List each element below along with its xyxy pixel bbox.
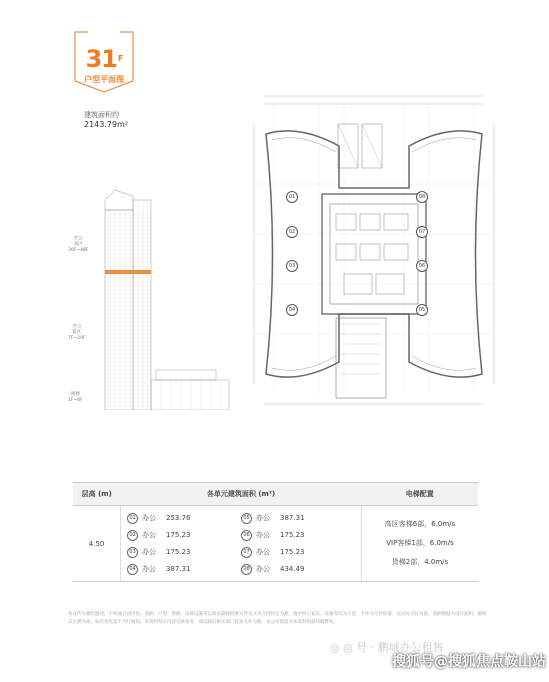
floor-plan-title: 户型平面图 [84,75,124,84]
unit-code: 03 [127,547,138,558]
unit-area: 434.49 [280,565,305,573]
unit-area-cell [121,506,362,582]
unit-row-05 [241,512,355,524]
zone-low-line-2: 低区 [72,330,82,335]
floor-number [74,45,134,73]
podium-line-1: 裙楼 [70,392,80,397]
unit-type: 办公 [256,548,270,556]
unit-area: 387.31 [166,565,191,573]
elevator-cell [362,506,479,582]
floor-height-value: 4.50 [73,506,121,582]
plan-unit-05-label: 05 [418,307,426,313]
unit-code: 02 [127,530,138,541]
plan-unit-06-label: 06 [418,263,426,269]
unit-type: 办公 [256,531,270,539]
podium-line-2: 1F~6F [68,398,83,403]
header-elevators: 电梯配置 [362,483,479,506]
floor-number-value: 31 [85,45,117,73]
unit-row-02 [127,529,241,541]
unit-type: 办公 [256,514,270,522]
unit-type: 办公 [142,548,156,556]
plan-unit-03 [286,260,298,272]
plan-unit-05 [416,304,428,316]
unit-area: 175.23 [280,548,305,556]
unit-code: 05 [241,513,252,524]
sohu-watermark: 搜狐号@搜狐焦点鞍山站 [392,654,546,670]
unit-code: 04 [127,564,138,575]
unit-area: 175.23 [280,531,305,539]
unit-row-08 [241,563,355,575]
plan-unit-07-label: 07 [418,229,426,235]
plan-unit-03-label: 03 [288,263,296,269]
unit-row-06 [241,529,355,541]
unit-code: 01 [127,513,138,524]
unit-area: 253.76 [166,514,191,522]
unit-area: 387.31 [280,514,305,522]
plan-unit-01-label: 01 [288,194,296,200]
unit-code: 08 [241,564,252,575]
source-watermark: ◎ ◎ 号 · 鹏城办公租售 [330,641,444,654]
zone-low-line-3: 7F~29F [68,336,86,341]
elevator-line-2: VIP客梯1部，6.0m/s [386,539,454,547]
tower-elevation [60,180,240,410]
unit-type: 办公 [142,514,156,522]
floor-data-table [73,482,478,582]
plan-unit-04-label: 04 [288,307,296,313]
unit-area: 175.23 [166,531,191,539]
zone-low-label [68,324,86,342]
unit-row-03 [127,546,241,558]
plan-unit-08-label: 08 [418,194,426,200]
floor-badge [74,31,134,93]
elevator-line-1: 高区客梯6部，6.0m/s [384,520,456,528]
zone-high-label [68,236,88,254]
plan-unit-02-label: 02 [288,229,296,235]
plan-unit-07 [416,226,428,238]
plan-unit-06 [416,260,428,272]
disclaimer-text: 本宣传为要约邀请，不构成合同内容，面积、户型、装修、设备设施等以政府最终批准文件及买卖合同约定为准。图中所示家具、设备等仅为示意，不作为交付标准，以实际交付为准。面积数据为设计面积，最终以实测为准，如有变化恕不另行通知。本资料所示内容仅供参考，请以政府相关部门批准文件为准，本公司保留对本资料的最终解释权。 [68,612,487,625]
plan-unit-08 [416,191,428,203]
podium-label [68,392,83,404]
area-label: 建筑面积约 [84,111,119,119]
unit-type: 办公 [142,531,156,539]
zone-high-line-2: 高区 [73,242,83,247]
unit-type: 办公 [142,565,156,573]
unit-row-01 [127,512,241,524]
plan-unit-04 [286,304,298,316]
floor-plan [244,84,504,414]
highlighted-floor [105,270,151,274]
unit-code: 07 [241,547,252,558]
header-floor-height: 层高 (m) [73,483,121,506]
area-value: 2143.79m² [84,120,129,129]
unit-grid [121,510,361,577]
zone-high-line-1: 办公 [73,236,83,241]
unit-row-04 [127,563,241,575]
zone-high-line-3: 30F~48F [68,248,89,253]
unit-code: 06 [241,530,252,541]
floor-suffix: F [117,54,123,63]
plan-unit-02 [286,226,298,238]
header-unit-areas: 各单元建筑面积 (m²) [121,483,362,506]
unit-type: 办公 [256,565,270,573]
zone-low-line-1: 办公 [72,324,82,329]
unit-row-07 [241,546,355,558]
elevator-line-3: 货梯2部，4.0m/s [391,558,449,566]
unit-area: 175.23 [166,548,191,556]
plan-unit-01 [286,191,298,203]
